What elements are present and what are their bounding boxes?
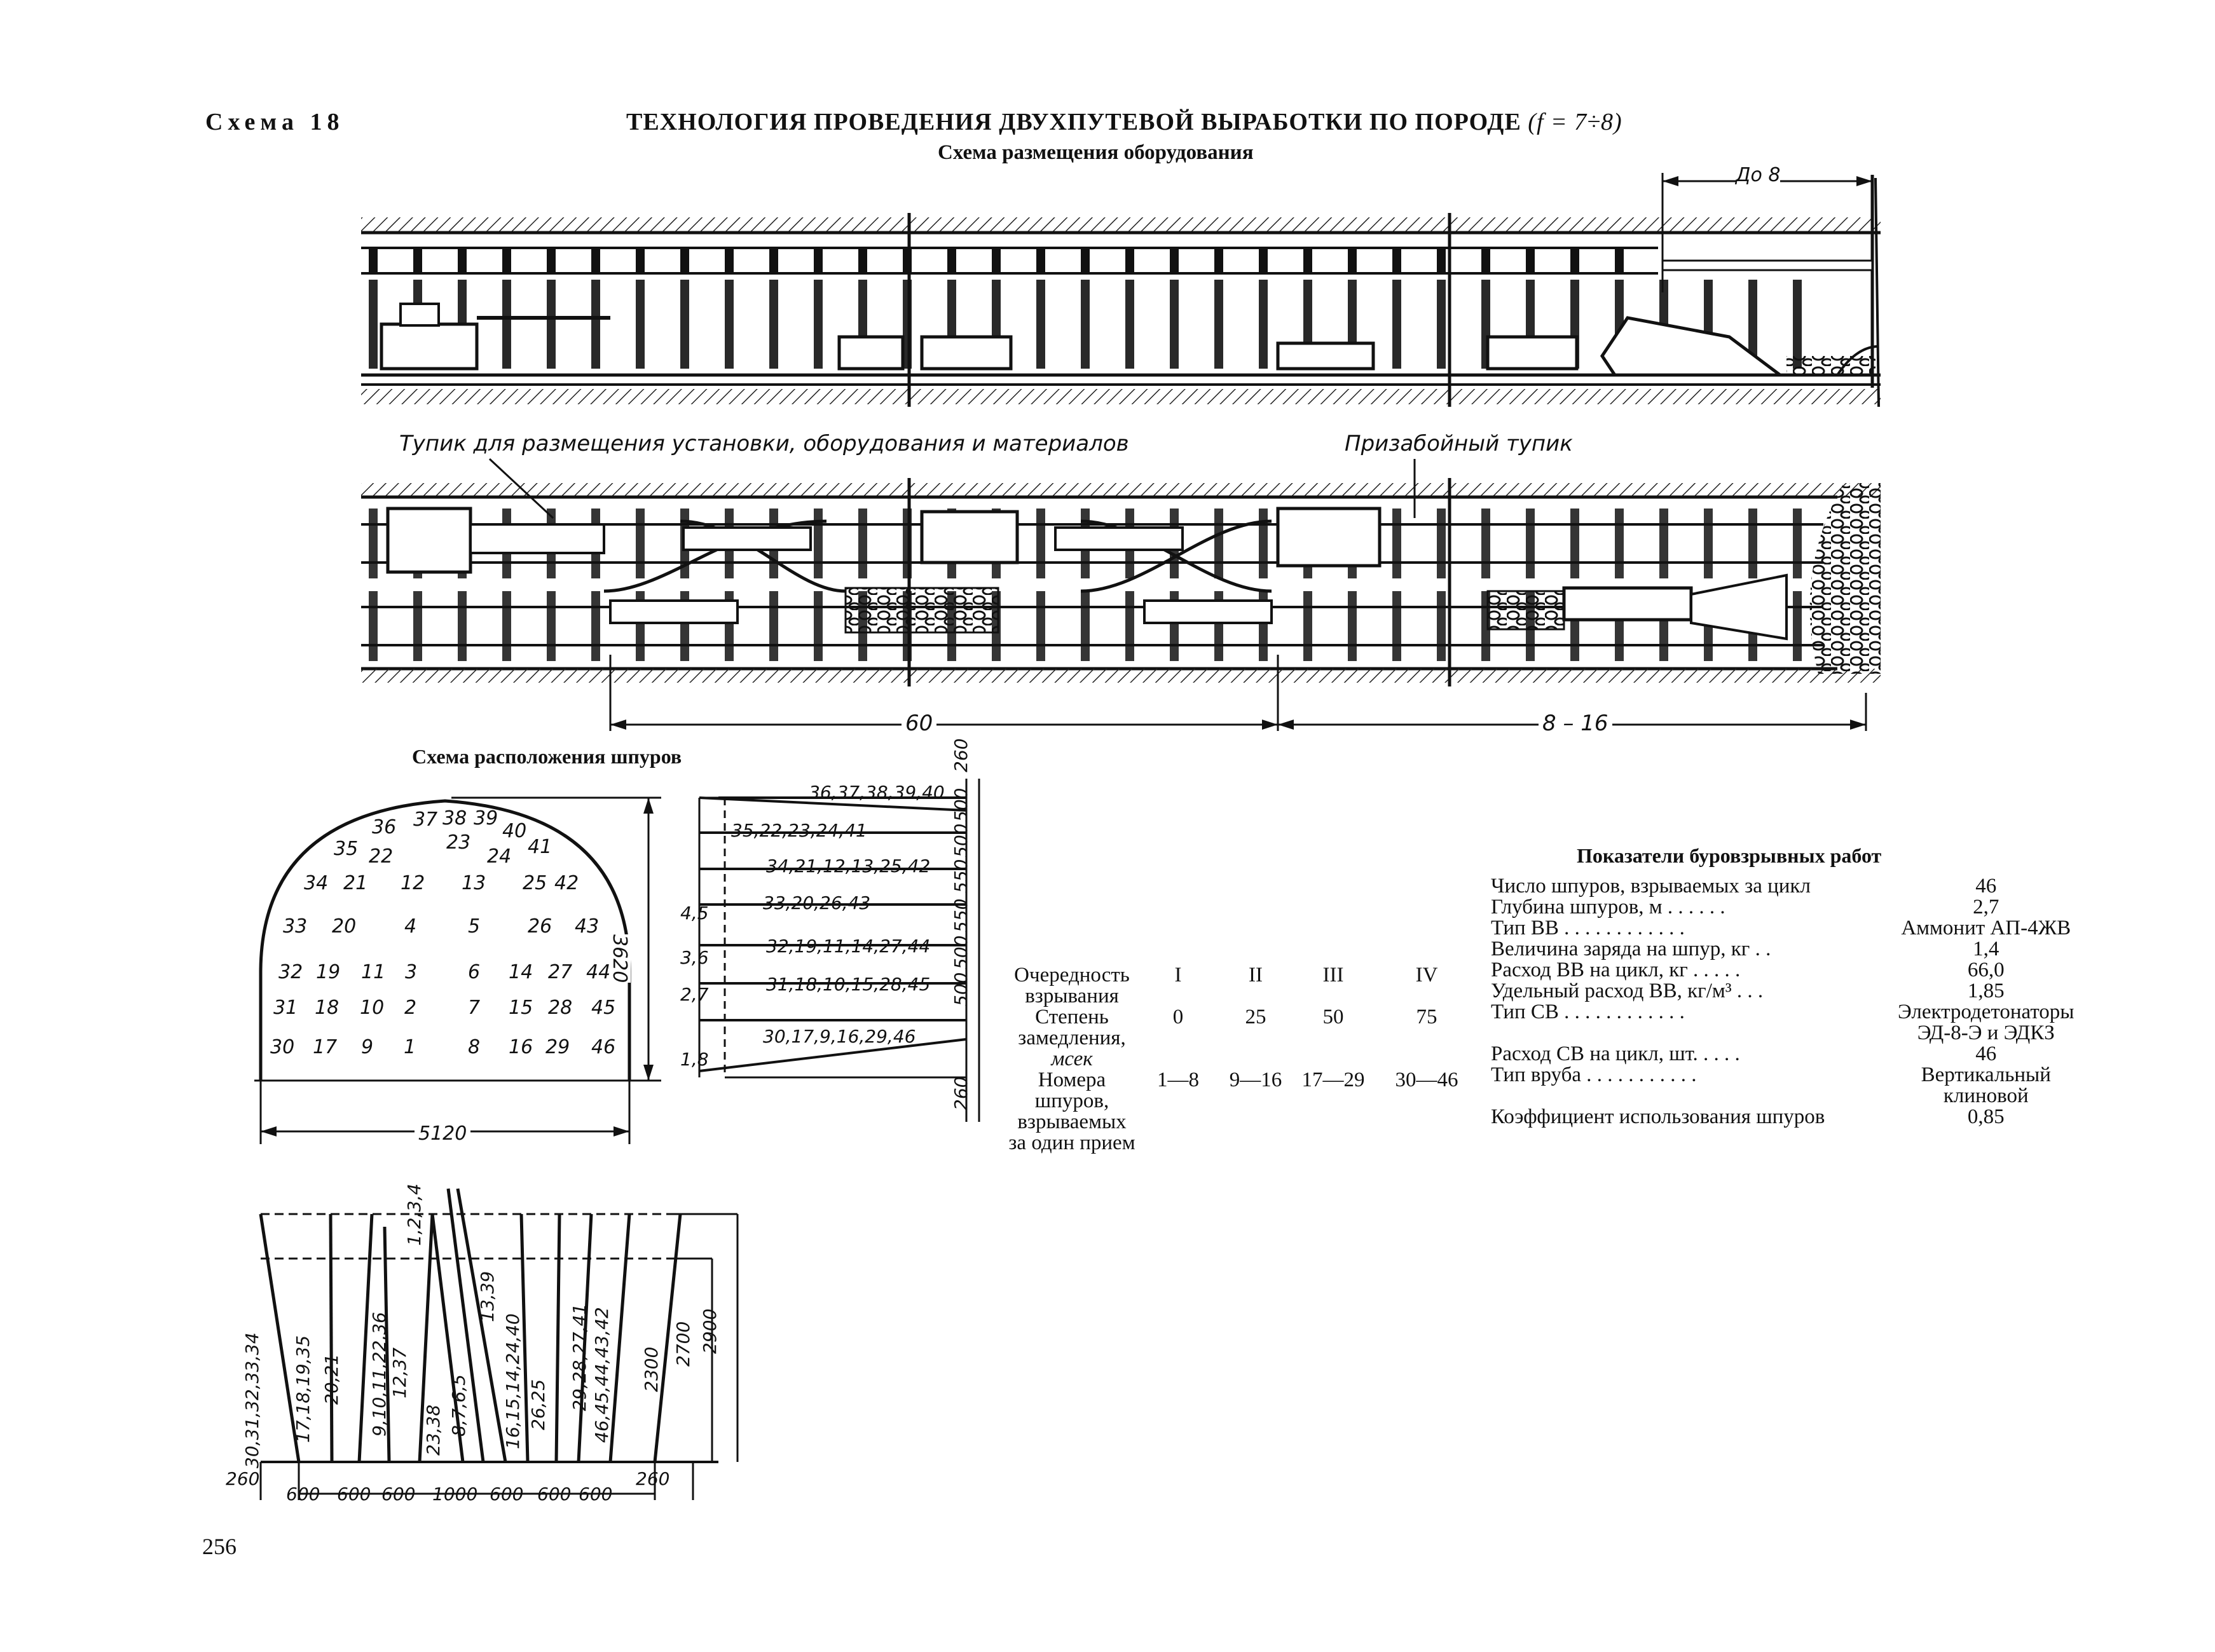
delay-label-cell <box>1005 1007 1139 1070</box>
delay-cell: 25 <box>1245 1006 1266 1028</box>
equipment-layout-drawing <box>0 0 2215 750</box>
firing-sequence-table <box>1005 965 1481 1154</box>
indicator-label: Тип СВ . . . . . . . . . . . . <box>1491 1002 1685 1023</box>
table-row <box>1491 1002 2074 1044</box>
hole-layout-title: Схема расположения шпуров <box>412 745 682 768</box>
table-row <box>1491 981 2074 1002</box>
scheme-number: Схема 18 <box>205 109 345 135</box>
indicator-value: 0,85 <box>1967 1105 2005 1128</box>
hole-label: 6 <box>468 961 481 983</box>
plan-hole-label: 8,7,6,5 <box>448 1374 469 1437</box>
hole-label: 20 <box>332 915 357 938</box>
indicator-label: Величина заряда на шпур, кг . . <box>1491 939 1771 960</box>
hole-label: 28 <box>548 997 573 1019</box>
side-left-dim: 3,6 <box>680 947 709 968</box>
plan-hole-label: 30,31,32,33,34 <box>242 1332 263 1468</box>
hole-label: 38 <box>442 807 467 829</box>
hole-label: 1 <box>404 1036 416 1058</box>
side-row-label: 35,22,23,24,41 <box>731 820 867 841</box>
hole-label: 40 <box>502 820 527 842</box>
plan-hole-label: 46,45,44,43,42 <box>591 1307 612 1443</box>
hole-label: 22 <box>369 845 394 868</box>
plan-bottom-dim: 600 <box>286 1484 320 1505</box>
hole-label: 32 <box>278 961 303 983</box>
hole-label: 37 <box>413 809 438 831</box>
hole-label: 33 <box>283 915 308 938</box>
plan-bottom-dim: 260 <box>636 1468 670 1489</box>
face-width-dim: 5120 <box>415 1123 470 1145</box>
range-cell: 1—8 <box>1157 1068 1199 1091</box>
table-row <box>1491 876 2074 897</box>
indicator-label: Тип вруба . . . . . . . . . . . <box>1491 1065 1697 1086</box>
hole-label: 18 <box>315 997 339 1019</box>
label-face-dead-end: Призабойный тупик <box>1345 431 1573 456</box>
dimension-60-label: 60 <box>902 711 936 736</box>
hole-label: 29 <box>545 1036 570 1058</box>
indicator-value: 2,7 <box>1973 896 1999 918</box>
hole-label: 11 <box>361 961 386 983</box>
tunnel-plan <box>361 478 1881 686</box>
page-number: 256 <box>202 1534 237 1559</box>
plan-bottom-dim: 600 <box>579 1484 613 1505</box>
indicator-value: 46 <box>1975 1042 1997 1065</box>
title-text: ТЕХНОЛОГИЯ ПРОВЕДЕНИЯ ДВУХПУТЕВОЙ ВЫРАБОТКИ ПО ПОРОДЕ <box>626 109 1521 135</box>
plan-hole-label: 16,15,14,24,40 <box>502 1313 523 1449</box>
stage-cell: III <box>1322 964 1344 986</box>
indicator-label: Тип ВВ . . . . . . . . . . . . <box>1491 918 1685 939</box>
side-right-dim: 550 <box>950 898 971 932</box>
plan-bottom-dim: 600 <box>381 1484 416 1505</box>
side-right-dim: 500 <box>950 972 971 1006</box>
indicators-title: Показатели буровзрывных работ <box>1577 844 1882 867</box>
hole-label: 26 <box>528 915 552 938</box>
hole-label: 23 <box>446 831 471 854</box>
hole-label: 27 <box>548 961 573 983</box>
table-row <box>1491 939 2074 960</box>
hole-label: 4 <box>404 915 417 938</box>
plan-right-dim: 2900 <box>699 1308 720 1354</box>
table-row <box>1491 1065 2074 1107</box>
plan-hole-label: 20,21 <box>321 1353 342 1405</box>
side-row-label: 32,19,11,14,27,44 <box>766 936 931 957</box>
side-row-label: 34,21,12,13,25,42 <box>766 856 931 877</box>
hole-label: 45 <box>591 997 616 1019</box>
label-dead-end-left: Тупик для размещения установки, оборудования и материалов <box>399 431 1129 456</box>
plan-hole-label: 13,39 <box>477 1271 498 1322</box>
hole-label: 30 <box>270 1036 295 1058</box>
indicator-value: 66,0 <box>1967 959 2005 981</box>
indicator-label: Число шпуров, взрываемых за цикл <box>1491 876 1811 897</box>
hole-label: 42 <box>554 872 579 894</box>
indicator-value: 46 <box>1975 875 1997 898</box>
side-row-label: 31,18,10,15,28,45 <box>766 974 931 995</box>
delay-cell: 50 <box>1322 1006 1344 1028</box>
stage-cell: IV <box>1415 964 1438 986</box>
hole-label: 8 <box>468 1036 481 1058</box>
title-parameter: (f = 7÷8) <box>1528 109 1622 135</box>
side-row-label: 33,20,26,43 <box>763 892 871 913</box>
table-row <box>1491 960 2074 981</box>
side-left-dim: 2,7 <box>680 984 709 1005</box>
hole-label: 39 <box>474 807 498 829</box>
range-cell: 17—29 <box>1301 1068 1365 1091</box>
table-row <box>1491 1107 2074 1128</box>
indicator-value: Электродетонаторы ЭД-8-Э и ЭДКЗ <box>1898 1000 2074 1044</box>
hole-label: 44 <box>586 961 611 983</box>
hole-label: 34 <box>304 872 329 894</box>
hole-label: 2 <box>404 997 417 1019</box>
tunnel-elevation <box>361 175 1881 407</box>
hole-label: 7 <box>468 997 481 1019</box>
hole-label: 17 <box>313 1036 338 1058</box>
delay-unit: мсек <box>1051 1048 1093 1070</box>
indicator-value: Вертикальный клиновой <box>1921 1063 2051 1107</box>
plan-hole-label: 26,25 <box>528 1379 549 1430</box>
plan-hole-label: 17,18,19,35 <box>292 1335 313 1443</box>
side-right-dim: 260 <box>950 1076 971 1110</box>
delay-label: Степень замедления, <box>1018 1006 1126 1049</box>
hole-label: 35 <box>334 838 359 860</box>
hole-label: 24 <box>487 845 512 868</box>
hole-label: 12 <box>401 872 425 894</box>
hole-label: 10 <box>360 997 385 1019</box>
range-cell: 30—46 <box>1395 1068 1458 1091</box>
hole-label: 3 <box>405 961 418 983</box>
sequence-label: Очередность взрывания <box>1014 964 1130 1007</box>
face-height-dim: 3620 <box>608 934 631 983</box>
dimension-bottom <box>610 655 1866 731</box>
dimension-top-label: До 8 <box>1736 164 1781 186</box>
side-row-label: 30,17,9,16,29,46 <box>763 1026 916 1047</box>
table-row <box>1491 1044 2074 1065</box>
hole-label: 13 <box>462 872 486 894</box>
side-right-dim: 500 <box>950 935 971 969</box>
range-cell: 9—16 <box>1229 1068 1282 1091</box>
hole-label: 16 <box>509 1036 533 1058</box>
indicator-label: Удельный расход ВВ, кг/м³ . . . <box>1491 981 1764 1002</box>
hole-label: 46 <box>591 1036 616 1058</box>
indicator-label: Расход ВВ на цикл, кг . . . . . <box>1491 960 1741 981</box>
holes-label: Номера шпуров, взрываемых за один прием <box>1008 1068 1135 1154</box>
hole-label: 25 <box>523 872 547 894</box>
indicator-value: Аммонит АП-4ЖВ <box>1901 917 2071 939</box>
dimension-8-16-label: 8 – 16 <box>1539 711 1612 736</box>
plan-bottom-dim: 260 <box>226 1468 260 1489</box>
plan-right-dim: 2700 <box>673 1321 694 1367</box>
table-row <box>1005 965 1481 1007</box>
stage-cell: II <box>1249 964 1263 986</box>
side-right-dim: 260 <box>950 738 971 772</box>
hole-label: 43 <box>575 915 600 938</box>
plan-hole-label: 1,2,3,4 <box>404 1184 425 1246</box>
side-left-dim: 1,8 <box>680 1049 709 1070</box>
plan-hole-label: 12,37 <box>389 1347 410 1398</box>
plan-hole-label: 23,38 <box>423 1404 444 1456</box>
table-row <box>1491 918 2074 939</box>
hole-label: 41 <box>528 836 552 858</box>
table-row <box>1005 1007 1481 1070</box>
plan-bottom-dim: 600 <box>537 1484 572 1505</box>
hole-label: 19 <box>316 961 341 983</box>
side-left-dim: 4,5 <box>680 903 709 924</box>
plan-bottom-dim: 1000 <box>432 1484 478 1505</box>
indicators-table <box>1491 876 2074 1128</box>
plan-right-dim: 2300 <box>641 1346 662 1392</box>
plan-hole-label: 9,10,11,22,36 <box>369 1312 390 1437</box>
indicator-label: Коэффициент использования шпуров <box>1491 1107 1825 1128</box>
side-right-dim: 500 <box>950 788 971 822</box>
plan-bottom-dim: 600 <box>337 1484 371 1505</box>
plan-hole-label: 29,28,27,41 <box>569 1303 590 1411</box>
delay-cell: 0 <box>1172 1006 1184 1028</box>
stage-cell: I <box>1174 964 1182 986</box>
hole-label: 36 <box>372 816 397 838</box>
side-right-dim: 550 <box>950 859 971 893</box>
plan-bottom-dim: 600 <box>490 1484 524 1505</box>
hole-label: 14 <box>509 961 533 983</box>
hole-label: 31 <box>273 997 298 1019</box>
indicator-value: 1,4 <box>1973 938 1999 960</box>
hole-label: 15 <box>509 997 533 1019</box>
side-right-dim: 500 <box>950 823 971 857</box>
hole-label: 21 <box>343 872 368 894</box>
indicator-value: 1,85 <box>1967 980 2005 1002</box>
hole-label: 5 <box>468 915 481 938</box>
table-row <box>1005 1070 1481 1154</box>
indicator-label: Расход СВ на цикл, шт. . . . . <box>1491 1044 1740 1065</box>
table-row <box>1491 897 2074 918</box>
hole-label: 9 <box>361 1036 374 1058</box>
equipment-layout-title: Схема размещения оборудования <box>938 141 1254 164</box>
side-row-label: 36,37,38,39,40 <box>809 782 945 803</box>
indicator-label: Глубина шпуров, м . . . . . . <box>1491 897 1725 918</box>
delay-cell: 75 <box>1416 1006 1437 1028</box>
